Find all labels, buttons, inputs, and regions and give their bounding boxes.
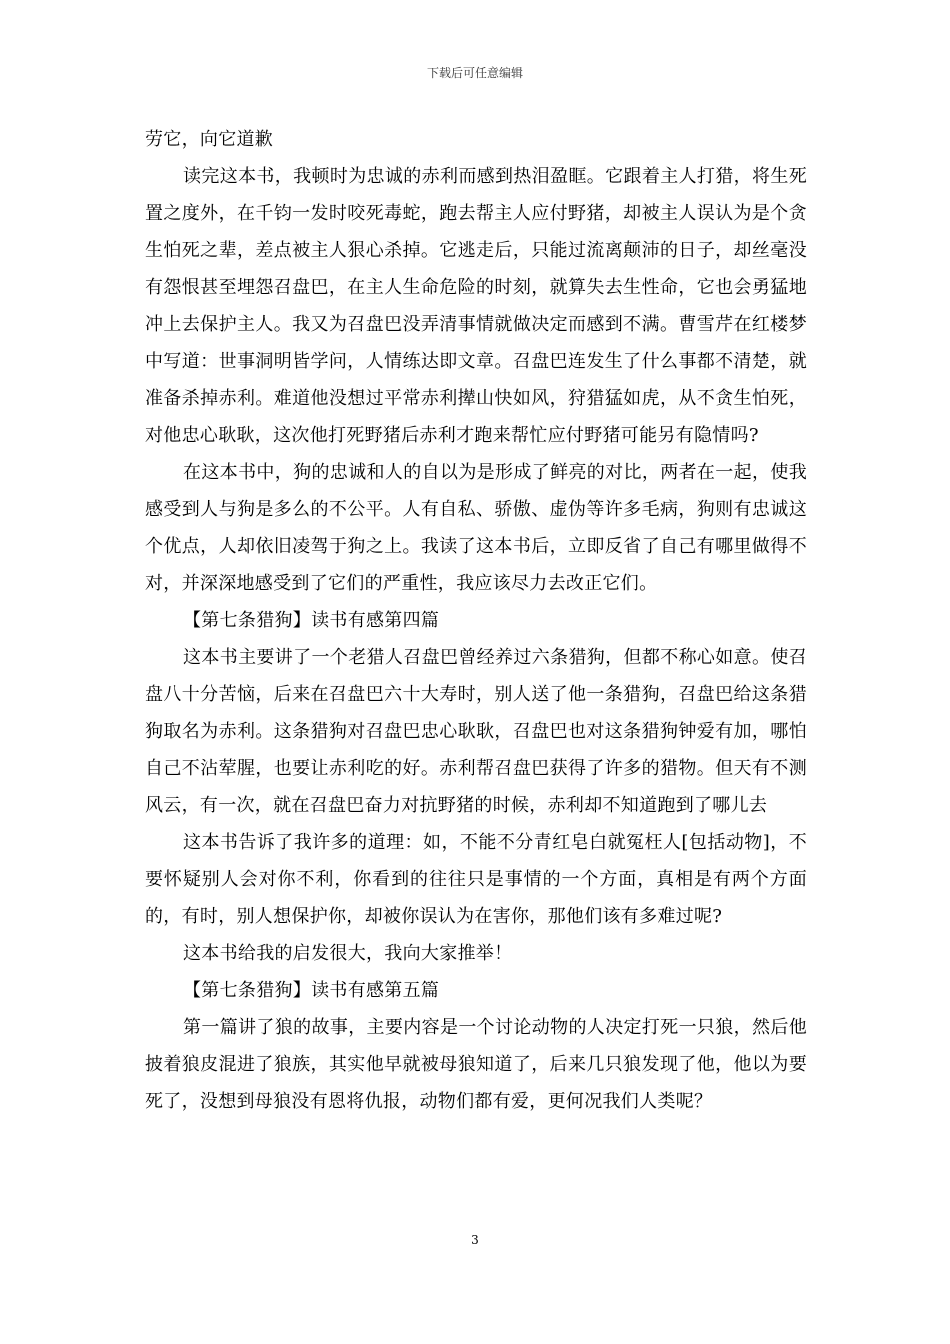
paragraph-6: 这本书告诉了我许多的道理：如，不能不分青红皂白就冤枉人[包括动物]，不要怀疑别人会对你不利，你看到的往往只是事情的一个方面，真相是有两个方面的，有时，别人想保护你，却被你误认为在害你，那他们该有多难过呢? xyxy=(145,832,807,927)
document-body xyxy=(145,121,807,1120)
paragraph-5: 这本书主要讲了一个老猎人召盘巴曾经养过六条猎狗，但都不称心如意。使召盘八十分苦恼，后来在召盘巴六十大寿时，别人送了他一条猎狗，召盘巴给这条猎狗取名为赤利。这条猎狗对召盘巴忠心耿耿，召盘巴也对这条猎狗钟爱有加，哪怕自己不沾荤腥，也要让赤利吃的好。赤利帮召盘巴获得了许多的猎物。但天有不测风云，有一次，就在召盘巴奋力对抗野猪的时候，赤利却不知道跑到了哪儿去 xyxy=(145,647,807,816)
paragraph-9: 第一篇讲了狼的故事，主要内容是一个讨论动物的人决定打死一只狼，然后他披着狼皮混进了狼族，其实他早就被母狼知道了，后来几只狼发现了他，他以为要死了，没想到母狼没有恩将仇报，动物们都有爱，更何况我们人类呢？ xyxy=(145,1017,807,1112)
page-number: 3 xyxy=(471,1233,479,1247)
section-heading-5: 【第七条猎狗】读书有感第五篇 xyxy=(183,980,440,1001)
page-header: 下载后可任意编辑 xyxy=(426,66,523,80)
paragraph-1: 劳它，向它道歉 xyxy=(145,129,274,150)
paragraph-2: 读完这本书，我顿时为忠诚的赤利而感到热泪盈眶。它跟着主人打猎，将生死置之度外，在千钧一发时咬死毒蛇，跑去帮主人应付野猪，却被主人误认为是个贪生怕死之辈，差点被主人狠心杀掉。它逃走后，只能过流离颠沛的日子，却丝毫没有怨恨甚至埋怨召盘巴，在主人生命危险的时刻，就算失去生性命，它也会勇猛地冲上去保护主人。我又为召盘巴没弄清事情就做决定而感到不满。曹雪芹在红楼梦中写道：世事洞明皆学问，人情练达即文章。召盘巴连发生了什么事都不清楚，就准备杀掉赤利。难道他没想过平常赤利撵山快如风，狩猎猛如虎，从不贪生怕死，对他忠心耿耿，这次他打死野猪后赤利才跑来帮忙应付野猪可能另有隐情吗? xyxy=(145,166,807,446)
section-heading-4: 【第七条猎狗】读书有感第四篇 xyxy=(183,610,440,631)
paragraph-7: 这本书给我的启发很大，我向大家推举！ xyxy=(183,943,513,964)
paragraph-3: 在这本书中，狗的忠诚和人的自以为是形成了鲜亮的对比，两者在一起，使我感受到人与狗是多么的不公平。人有自私、骄傲、虚伪等许多毛病，狗则有忠诚这个优点，人却依旧凌驾于狗之上。我读了这本书后，立即反省了自己有哪里做得不对，并深深地感受到了它们的严重性，我应该尽力去改正它们。 xyxy=(145,462,807,594)
